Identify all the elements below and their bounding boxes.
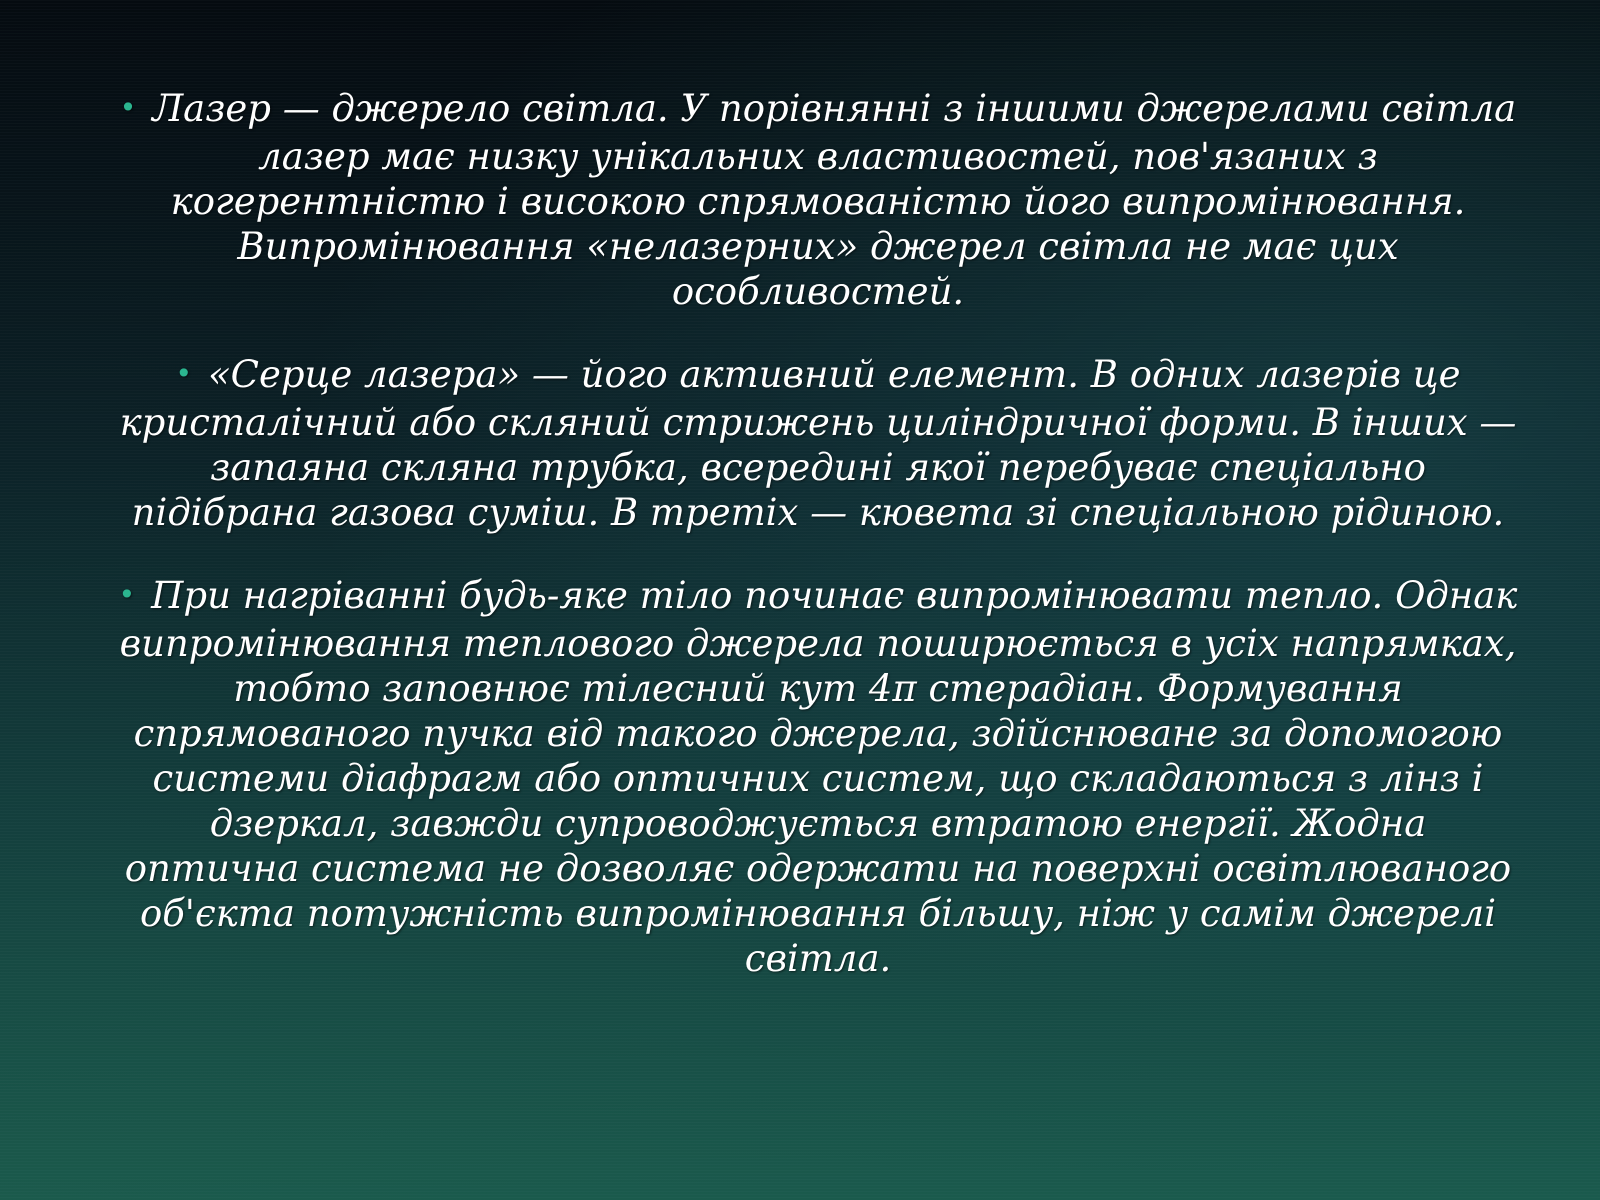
slide-body	[118, 86, 1518, 1019]
bullet-marker: •	[175, 357, 193, 390]
bullet-text: При нагріванні будь-яке тіло починає випромінювати тепло. Однак випромінювання теплового джерела поширюється в усіх напрямках, тобто заповнює тілесний кут 4π стерадіан. Формування спрямованого пучка від такого джерела, здійснюване за допомогою системи діафрагм або оптичних систем, що складаються з лінз і дзеркал, завжди супроводжується втратою енергії. Жодна оптична система не дозволяє одержати на поверхні освітлюваного об'єкта потужність випромінювання більшу, ніж у самім джерелі світла.	[119, 574, 1518, 980]
bullet-marker: •	[118, 578, 136, 611]
bullet-text: «Серце лазера» — його активний елемент. В одних лазерів це кристалічний або скляний стрижень циліндричної форми. В інших — запаяна скляна трубка, всередині якої перебуває спеціально підібрана газова суміш. В третіх — кювета зі спеціальною рідиною.	[119, 353, 1517, 534]
bullet-thermal-radiation	[118, 573, 1518, 981]
bullet-laser-heart	[118, 352, 1518, 535]
bullet-laser-light-source	[118, 86, 1518, 314]
bullet-marker: •	[119, 91, 137, 124]
bullet-text: Лазер — джерело світла. У порівнянні з іншими джерелами світла лазер має низку унікальних властивостей, пов'язаних з когерентністю і високою спрямованістю його випромінювання. Випромінювання «нелазерних» джерел світла не має цих особливостей.	[152, 87, 1517, 313]
